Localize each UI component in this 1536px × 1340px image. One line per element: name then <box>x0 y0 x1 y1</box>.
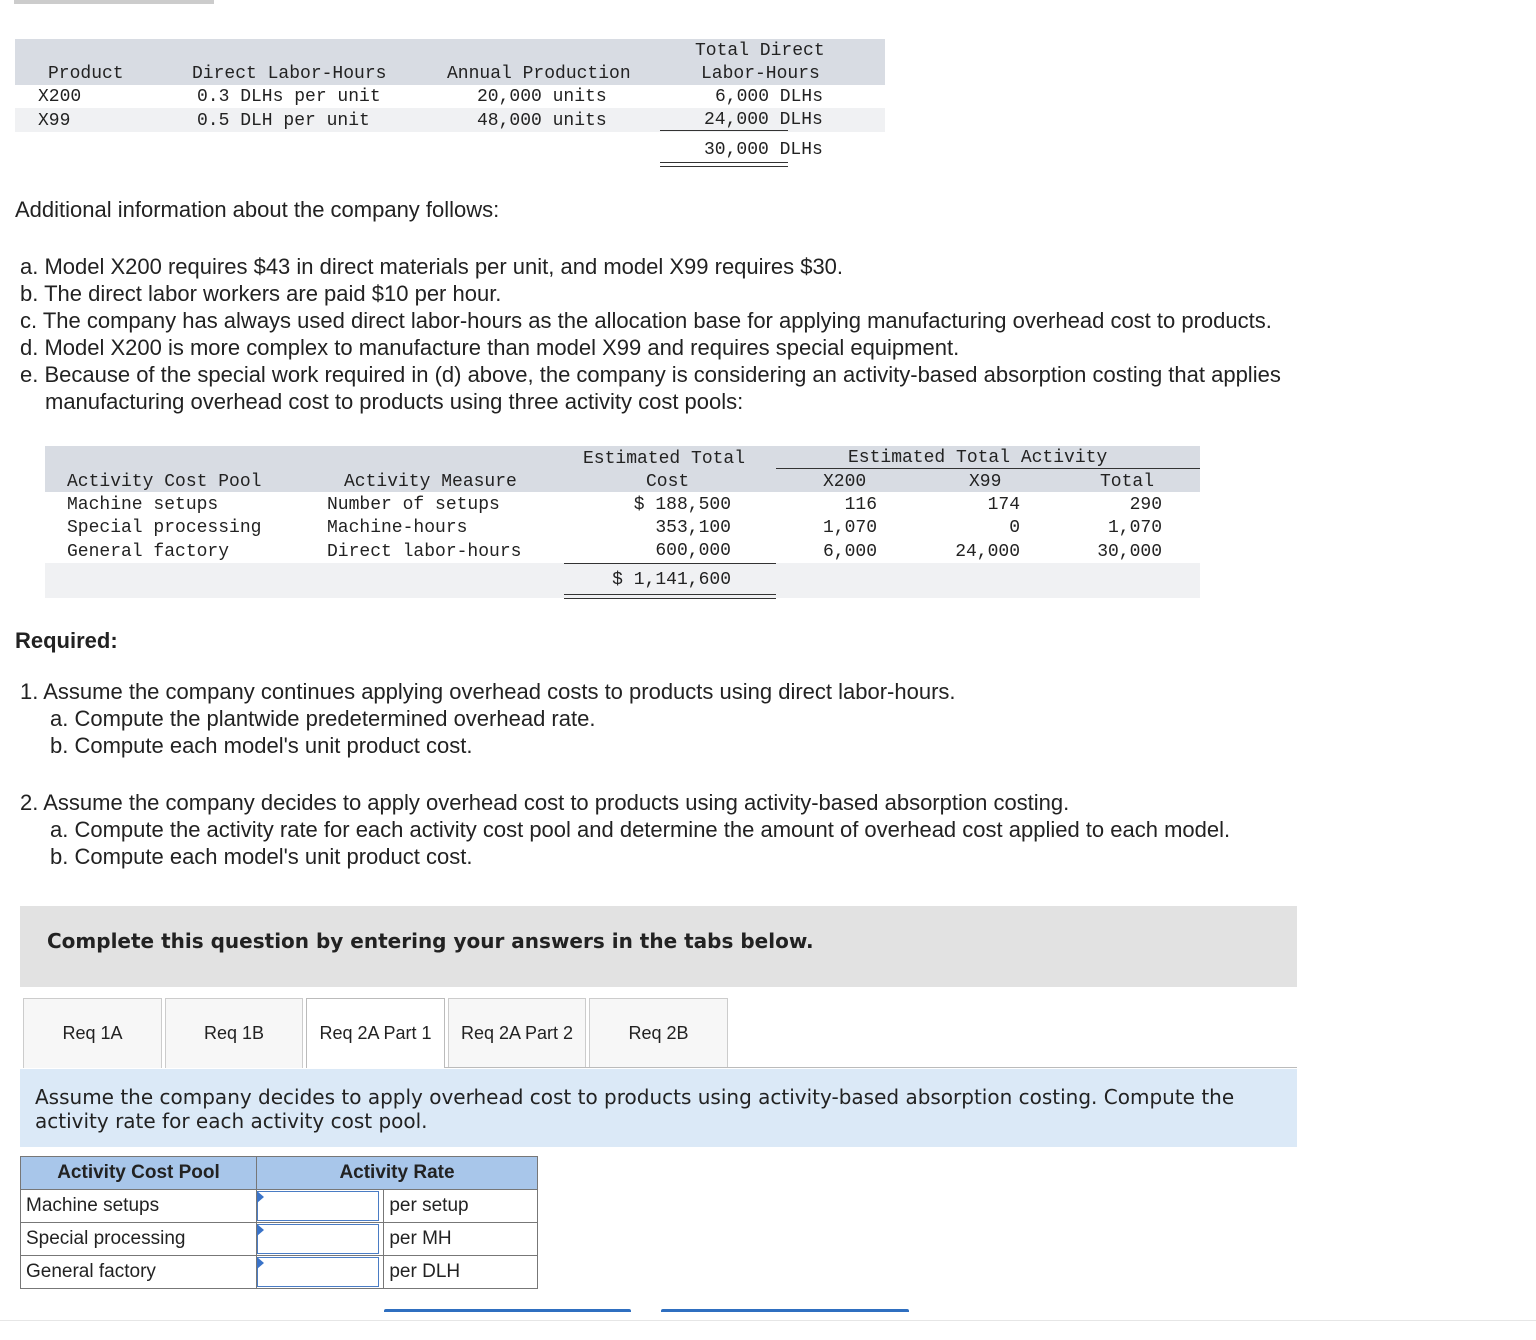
x200-general-factory: 6,000 <box>822 542 877 562</box>
answer-unit: per MH <box>384 1223 538 1256</box>
required-q1: 1. Assume the company continues applying overhead costs to products using direct labor-hours. <box>20 679 956 704</box>
info-item-a: a. Model X200 requires $43 in direct materials per unit, and model X99 requires $30. <box>20 254 844 279</box>
required-q2: 2. Assume the company decides to apply overhead cost to products using activity-based absorption costing. <box>20 790 1070 815</box>
pool-machine-setups: Machine setups <box>67 495 219 515</box>
info-item-b: b. The direct labor workers are paid $10 per hour. <box>20 281 502 306</box>
info-item-d: d. Model X200 is more complex to manufacture than model X99 and requires special equipment. <box>20 335 960 360</box>
total-underline <box>660 130 788 131</box>
info-item-e: e. Because of the special work required in (d) above, the company is considering an activity-based absorption costing that applies <box>20 362 1281 387</box>
answer-pool-label: General factory <box>21 1256 257 1289</box>
total-dlh-header-line1: Total Direct <box>695 41 825 61</box>
cropped-text-remnant <box>14 0 214 4</box>
cost-grand-total: $ 1,141,600 <box>612 570 731 590</box>
next-button-edge[interactable] <box>661 1309 909 1312</box>
annual-x99: 48,000 units <box>477 111 607 131</box>
product-header: Product <box>48 64 124 84</box>
cost-total-double-rule-1 <box>564 594 776 595</box>
cost-machine-setups: $ 188,500 <box>633 495 731 515</box>
activity-measure-header: Activity Measure <box>344 472 517 492</box>
prev-button-edge[interactable] <box>384 1309 631 1312</box>
answer-input-cell <box>257 1223 384 1256</box>
required-q1b: b. Compute each model's unit product cost. <box>50 733 473 758</box>
bottom-divider <box>0 1320 1536 1321</box>
total-special-processing: 1,070 <box>1107 518 1162 538</box>
product-x99: X99 <box>38 111 71 131</box>
rate-input-machine-setups[interactable] <box>257 1191 379 1221</box>
tab-req-1b[interactable]: Req 1B <box>165 998 303 1068</box>
annual-production-header: Annual Production <box>447 64 631 84</box>
measure-dlh: Direct labor-hours <box>327 542 522 562</box>
tab-req-2b[interactable]: Req 2B <box>589 998 728 1068</box>
cost-general-factory: 600,000 <box>655 541 731 561</box>
estimated-cost-header-line2: Cost <box>646 472 690 492</box>
total-machine-setups: 290 <box>1129 495 1162 515</box>
info-item-e-cont: manufacturing overhead cost to products using three activity cost pools: <box>45 389 744 414</box>
x200-machine-setups: 116 <box>844 495 877 515</box>
grand-total-dlh: 30,000 DLHs <box>704 140 823 160</box>
answer-unit: per setup <box>384 1190 538 1223</box>
answer-pool-label: Special processing <box>21 1223 257 1256</box>
info-item-c: c. The company has always used direct labor-hours as the allocation base for applying manufacturing overhead cost to products. <box>20 308 1272 333</box>
answer-pool-label: Machine setups <box>21 1190 257 1223</box>
cost-total-rule <box>564 563 776 564</box>
cost-special-processing: 353,100 <box>655 518 731 538</box>
x99-machine-setups: 174 <box>987 495 1020 515</box>
tab-baseline <box>445 1067 1297 1068</box>
answer-unit: per DLH <box>384 1256 538 1289</box>
tab-req-2a-part-1[interactable]: Req 2A Part 1 <box>306 998 445 1068</box>
measure-machine-hours: Machine-hours <box>327 518 468 538</box>
rate-input-special-processing[interactable] <box>257 1224 379 1254</box>
grand-total-double-underline-1 <box>660 162 788 163</box>
instruction-text: Complete this question by entering your answers in the tabs below. <box>47 929 814 953</box>
tab-prompt-line1: Assume the company decides to apply overhead cost to products using activity-based absorption costing. Compute the <box>35 1085 1235 1109</box>
answer-row-general-factory <box>21 1256 538 1289</box>
x99-special-processing: 0 <box>1009 518 1020 538</box>
answer-input-cell <box>257 1256 384 1289</box>
required-q1a: a. Compute the plantwide predetermined overhead rate. <box>50 706 596 731</box>
pool-general-factory: General factory <box>67 542 230 562</box>
x99-header: X99 <box>969 472 1002 492</box>
instruction-banner <box>20 906 1297 987</box>
measure-setups: Number of setups <box>327 495 500 515</box>
x200-special-processing: 1,070 <box>822 518 877 538</box>
total-x200: 6,000 DLHs <box>715 87 824 107</box>
dlh-x99: 0.5 DLH per unit <box>197 111 370 131</box>
required-q2b: b. Compute each model's unit product cost. <box>50 844 473 869</box>
activity-group-rule <box>776 468 1200 469</box>
tab-req-1a[interactable]: Req 1A <box>23 998 162 1068</box>
tab-req-2a-part-2[interactable]: Req 2A Part 2 <box>448 998 586 1068</box>
total-dlh-header-line2: Labor-Hours <box>701 64 820 84</box>
grand-total-double-underline-2 <box>660 166 788 167</box>
activity-rate-table <box>20 1156 538 1289</box>
estimated-cost-header-line1: Estimated Total <box>583 449 746 469</box>
rate-input-general-factory[interactable] <box>257 1257 379 1287</box>
estimated-activity-header: Estimated Total Activity <box>848 448 1108 468</box>
dlh-header: Direct Labor-Hours <box>192 64 387 84</box>
required-q2a: a. Compute the activity rate for each activity cost pool and determine the amount of overhead cost applied to each model. <box>50 817 1231 842</box>
dlh-x200: 0.3 DLHs per unit <box>197 87 381 107</box>
additional-info-intro: Additional information about the company follows: <box>15 197 500 222</box>
answer-header-rate: Activity Rate <box>257 1157 538 1190</box>
x99-general-factory: 24,000 <box>955 542 1020 562</box>
tab-prompt-panel <box>20 1069 1297 1147</box>
answer-row-machine-setups <box>21 1190 538 1223</box>
product-x200: X200 <box>38 87 82 107</box>
pool-special-processing: Special processing <box>67 518 262 538</box>
activity-pool-header: Activity Cost Pool <box>67 472 262 492</box>
total-header: Total <box>1100 472 1155 492</box>
tab-prompt-line2: activity rate for each activity cost pool. <box>35 1109 428 1133</box>
answer-header-pool: Activity Cost Pool <box>21 1157 257 1190</box>
total-general-factory: 30,000 <box>1097 542 1162 562</box>
answer-input-cell <box>257 1190 384 1223</box>
answer-row-special-processing <box>21 1223 538 1256</box>
cost-total-double-rule-2 <box>564 598 776 599</box>
total-x99: 24,000 DLHs <box>704 110 823 130</box>
annual-x200: 20,000 units <box>477 87 607 107</box>
required-heading: Required: <box>15 628 118 653</box>
x200-header: X200 <box>823 472 867 492</box>
